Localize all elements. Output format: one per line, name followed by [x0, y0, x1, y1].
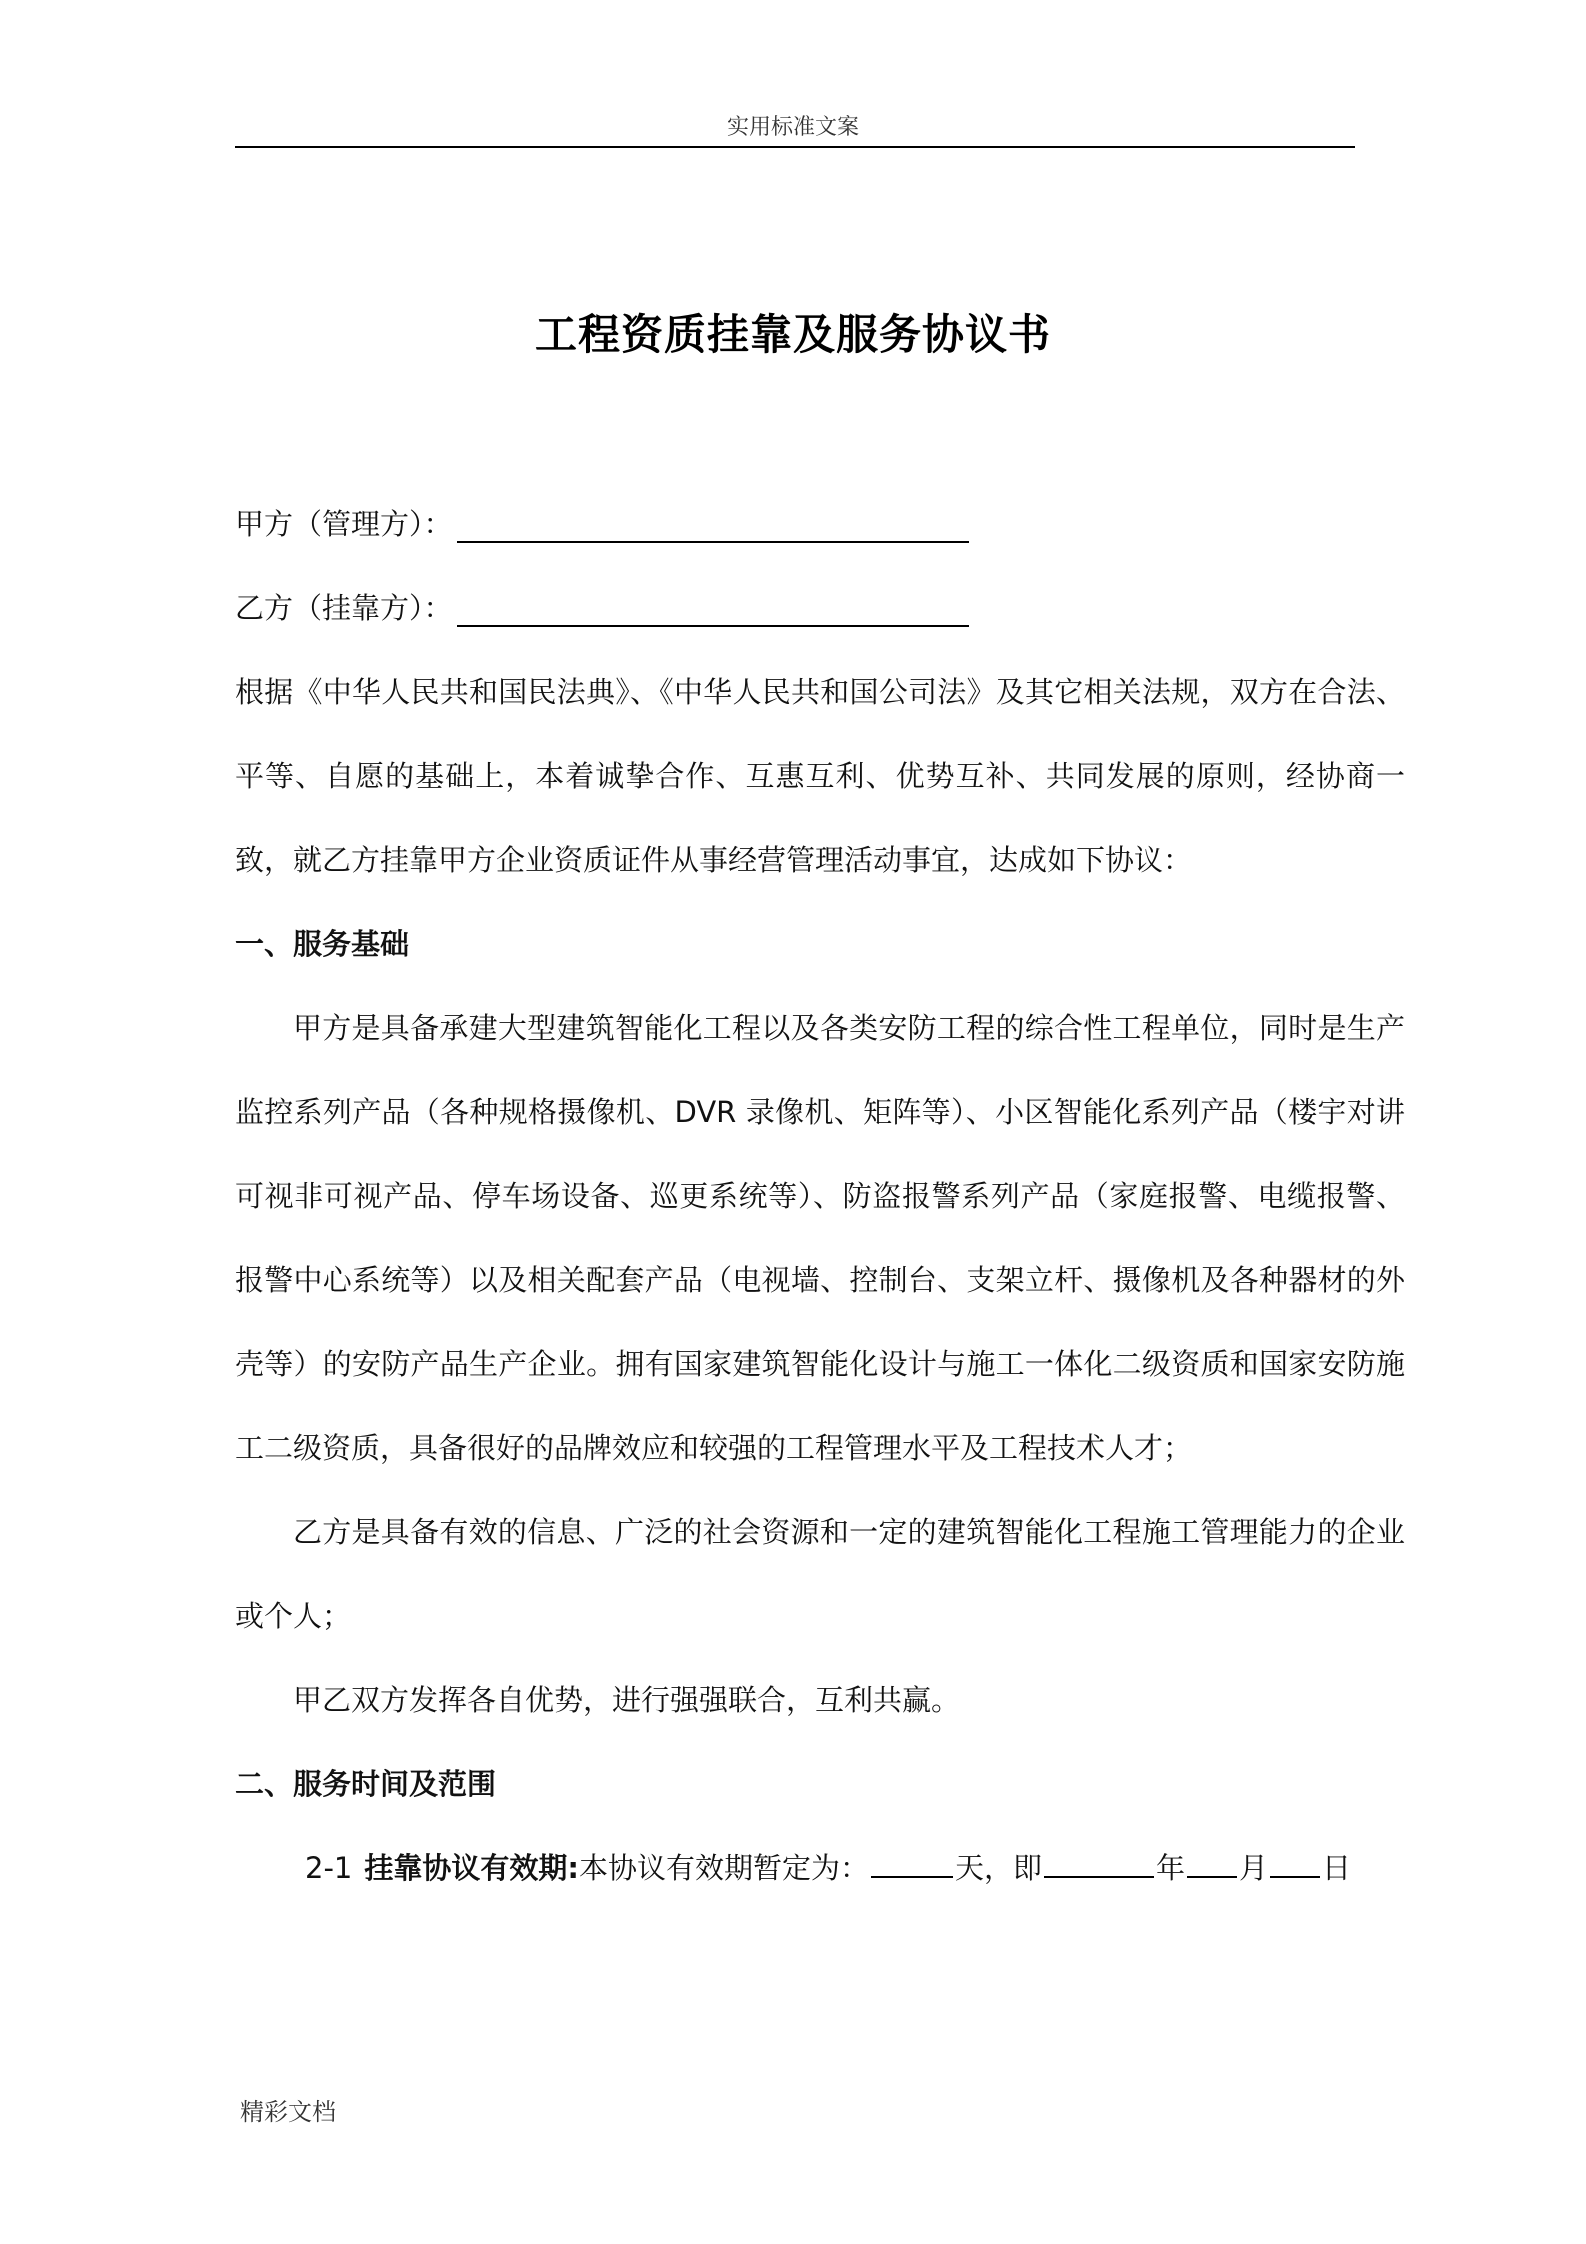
- days-blank: [871, 1844, 953, 1878]
- intro-paragraph: 根据《中华人民共和国民法典》、《中华人民共和国公司法》及其它相关法规，双方在合法、平等、自愿的基础上，本着诚挚合作、互惠互利、优势互补、共同发展的原则，经协商一致，就乙方挂靠甲方企业资质证件从事经营管理活动事宜，达成如下协议：: [235, 675, 1405, 877]
- header-rule: [235, 146, 1355, 148]
- clause-2-1: [235, 1826, 1405, 1910]
- clause-text: 本协议有效期暂定为：: [578, 1851, 869, 1885]
- party-b-row: [235, 566, 1405, 650]
- page-footer: 精彩文档: [240, 2098, 336, 2126]
- unit-day: 天，即: [955, 1851, 1043, 1885]
- party-b-label: 乙方（挂靠方）：: [235, 591, 453, 625]
- unit-year: 年: [1156, 1851, 1186, 1885]
- party-a-row: [235, 482, 1405, 566]
- date-blank: [1270, 1844, 1320, 1878]
- section-1-paragraph-1: 甲方是具备承建大型建筑智能化工程以及各类安防工程的综合性工程单位，同时是生产监控系列产品（各种规格摄像机、DVR 录像机、矩阵等）、小区智能化系列产品（楼宇对讲可视非可视产品、停车场设备、巡更系统等）、防盗报警系列产品（家庭报警、电缆报警、报警中心系统等）以及相关配套产品（电视墙、控制台、支架立杆、摄像机及各种器材的外壳等）的安防产品生产企业。拥有国家建筑智能化设计与施工一体化二级资质和国家安防施工二级资质，具备很好的品牌效应和较强的工程管理水平及工程技术人才；: [235, 1011, 1405, 1465]
- page-header: 实用标准文案: [726, 115, 859, 140]
- section-2-heading: 二、服务时间及范围: [235, 1767, 497, 1801]
- unit-date: 日: [1322, 1851, 1352, 1885]
- year-blank: [1044, 1844, 1154, 1878]
- party-a-blank: [457, 505, 969, 543]
- section-1-heading: 一、服务基础: [235, 927, 410, 961]
- document-body: [235, 482, 1405, 1910]
- clause-number: 2-1: [305, 1851, 353, 1885]
- party-a-label: 甲方（管理方）：: [235, 507, 453, 541]
- unit-month: 月: [1239, 1851, 1269, 1885]
- clause-title: 挂靠协议有效期:: [364, 1851, 579, 1885]
- document-title: 工程资质挂靠及服务协议书: [534, 310, 1051, 359]
- party-b-blank: [457, 589, 969, 627]
- month-blank: [1187, 1844, 1237, 1878]
- section-1-paragraph-2: 乙方是具备有效的信息、广泛的社会资源和一定的建筑智能化工程施工管理能力的企业或个人；: [235, 1515, 1405, 1633]
- section-1-paragraph-3: 甲乙双方发挥各自优势，进行强强联合，互利共赢。: [293, 1683, 961, 1717]
